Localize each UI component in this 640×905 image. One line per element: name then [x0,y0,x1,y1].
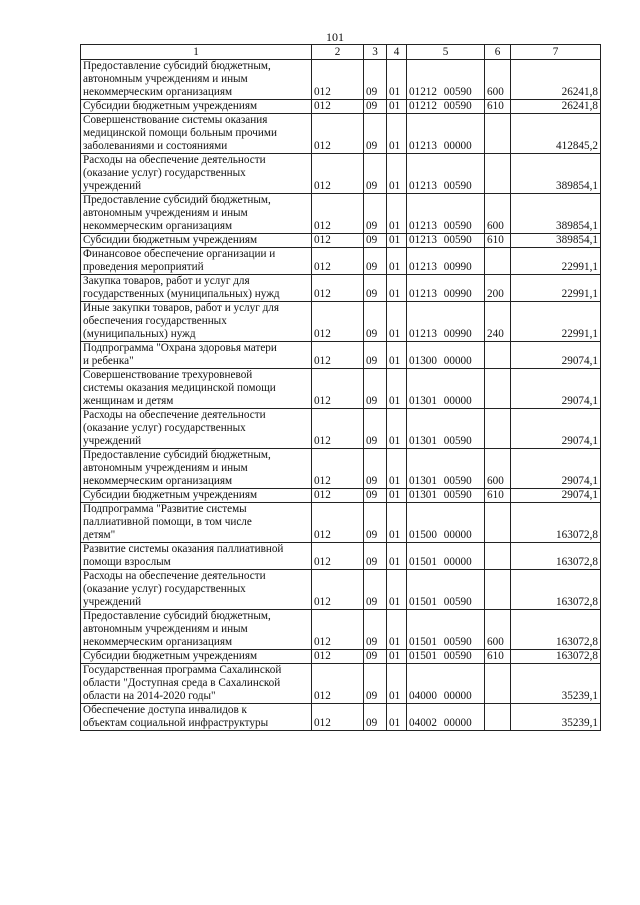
target-article-cell: 04000 00000 [407,664,485,704]
column-header: 5 [407,45,485,60]
expense-type-cell: 610 [485,234,511,248]
subsection-code-cell: 01 [387,650,407,664]
section-code-cell: 09 [364,342,387,369]
amount-cell: 412845,2 [511,114,601,154]
section-code-cell: 09 [364,489,387,503]
section-code-cell: 09 [364,248,387,275]
target-article-cell: 01501 00000 [407,543,485,570]
table-row [81,664,601,704]
table-row [81,234,601,248]
subsection-code-cell: 01 [387,275,407,302]
subsection-code-cell: 01 [387,342,407,369]
row-name-cell: Развитие системы оказания паллиативной помощи взрослым [81,543,312,570]
admin-code-cell: 012 [312,610,364,650]
admin-code-cell: 012 [312,100,364,114]
target-article-cell: 01301 00590 [407,449,485,489]
subsection-code-cell: 01 [387,503,407,543]
section-code-cell: 09 [364,409,387,449]
subsection-code-cell: 01 [387,248,407,275]
subsection-code-cell: 01 [387,409,407,449]
section-code-cell: 09 [364,610,387,650]
table-row [81,60,601,100]
subsection-code-cell: 01 [387,543,407,570]
admin-code-cell: 012 [312,570,364,610]
table-row [81,100,601,114]
table-row [81,194,601,234]
admin-code-cell: 012 [312,194,364,234]
table-row [81,248,601,275]
table-row [81,409,601,449]
amount-cell: 22991,1 [511,248,601,275]
table-row [81,543,601,570]
subsection-code-cell: 01 [387,449,407,489]
row-name-cell: Предоставление субсидий бюджетным, автономным учреждениям и иным некоммерческим организациям [81,610,312,650]
amount-cell: 163072,8 [511,503,601,543]
row-name-cell: Субсидии бюджетным учреждениям [81,489,312,503]
expense-type-cell: 600 [485,449,511,489]
column-header: 4 [387,45,407,60]
target-article-cell: 01301 00590 [407,489,485,503]
row-name-cell: Иные закупки товаров, работ и услуг для обеспечения государственных (муниципальных) нужд [81,302,312,342]
admin-code-cell: 012 [312,60,364,100]
target-article-cell: 01500 00000 [407,503,485,543]
admin-code-cell: 012 [312,342,364,369]
target-article-cell: 01212 00590 [407,100,485,114]
column-header: 2 [312,45,364,60]
column-header: 3 [364,45,387,60]
target-article-cell: 01213 00590 [407,194,485,234]
target-article-cell: 01501 00590 [407,610,485,650]
admin-code-cell: 012 [312,302,364,342]
target-article-cell: 01213 00590 [407,154,485,194]
admin-code-cell: 012 [312,248,364,275]
table-body [81,60,601,731]
amount-cell: 35239,1 [511,704,601,731]
subsection-code-cell: 01 [387,60,407,100]
column-number-row [81,45,601,60]
amount-cell: 163072,8 [511,610,601,650]
row-name-cell: Субсидии бюджетным учреждениям [81,100,312,114]
subsection-code-cell: 01 [387,302,407,342]
table-row [81,275,601,302]
admin-code-cell: 012 [312,503,364,543]
section-code-cell: 09 [364,194,387,234]
table-row [81,154,601,194]
target-article-cell: 01301 00000 [407,369,485,409]
amount-cell: 29074,1 [511,449,601,489]
row-name-cell: Подпрограмма "Развитие системы паллиативной помощи, в том числе детям" [81,503,312,543]
section-code-cell: 09 [364,60,387,100]
section-code-cell: 09 [364,543,387,570]
row-name-cell: Расходы на обеспечение деятельности (оказание услуг) государственных учреждений [81,570,312,610]
expense-type-cell: 600 [485,194,511,234]
row-name-cell: Субсидии бюджетным учреждениям [81,234,312,248]
admin-code-cell: 012 [312,409,364,449]
target-article-cell: 01300 00000 [407,342,485,369]
amount-cell: 29074,1 [511,489,601,503]
budget-table [80,44,601,731]
amount-cell: 389854,1 [511,154,601,194]
expense-type-cell [485,409,511,449]
target-article-cell: 01301 00590 [407,409,485,449]
expense-type-cell [485,114,511,154]
expense-type-cell: 610 [485,100,511,114]
admin-code-cell: 012 [312,275,364,302]
target-article-cell: 01213 00590 [407,234,485,248]
amount-cell: 26241,8 [511,60,601,100]
expense-type-cell: 600 [485,610,511,650]
section-code-cell: 09 [364,650,387,664]
subsection-code-cell: 01 [387,610,407,650]
admin-code-cell: 012 [312,369,364,409]
section-code-cell: 09 [364,100,387,114]
section-code-cell: 09 [364,369,387,409]
row-name-cell: Обеспечение доступа инвалидов к объектам социальной инфраструктуры [81,704,312,731]
admin-code-cell: 012 [312,664,364,704]
expense-type-cell [485,704,511,731]
subsection-code-cell: 01 [387,234,407,248]
expense-type-cell [485,369,511,409]
row-name-cell: Совершенствование системы оказания медицинской помощи больным прочими заболеваниями и состояниями [81,114,312,154]
table-row [81,302,601,342]
section-code-cell: 09 [364,449,387,489]
section-code-cell: 09 [364,234,387,248]
expense-type-cell: 600 [485,60,511,100]
row-name-cell: Подпрограмма "Охрана здоровья матери и ребенка" [81,342,312,369]
subsection-code-cell: 01 [387,570,407,610]
subsection-code-cell: 01 [387,114,407,154]
section-code-cell: 09 [364,704,387,731]
target-article-cell: 01213 00990 [407,275,485,302]
section-code-cell: 09 [364,302,387,342]
expense-type-cell [485,570,511,610]
target-article-cell: 01213 00990 [407,302,485,342]
admin-code-cell: 012 [312,704,364,731]
admin-code-cell: 012 [312,489,364,503]
section-code-cell: 09 [364,664,387,704]
section-code-cell: 09 [364,114,387,154]
column-header: 6 [485,45,511,60]
row-name-cell: Закупка товаров, работ и услуг для государственных (муниципальных) нужд [81,275,312,302]
subsection-code-cell: 01 [387,369,407,409]
row-name-cell: Государственная программа Сахалинской области "Доступная среда в Сахалинской области на 2014-2020 годы" [81,664,312,704]
subsection-code-cell: 01 [387,194,407,234]
expense-type-cell: 200 [485,275,511,302]
admin-code-cell: 012 [312,114,364,154]
admin-code-cell: 012 [312,650,364,664]
table-row [81,369,601,409]
subsection-code-cell: 01 [387,100,407,114]
expense-type-cell [485,543,511,570]
table-row [81,489,601,503]
amount-cell: 163072,8 [511,650,601,664]
expense-type-cell [485,154,511,194]
section-code-cell: 09 [364,275,387,302]
row-name-cell: Финансовое обеспечение организации и проведения мероприятий [81,248,312,275]
column-header: 7 [511,45,601,60]
amount-cell: 22991,1 [511,302,601,342]
table-row [81,449,601,489]
subsection-code-cell: 01 [387,664,407,704]
expense-type-cell: 240 [485,302,511,342]
table-row [81,114,601,154]
row-name-cell: Предоставление субсидий бюджетным, автономным учреждениям и иным некоммерческим организациям [81,60,312,100]
row-name-cell: Субсидии бюджетным учреждениям [81,650,312,664]
admin-code-cell: 012 [312,234,364,248]
admin-code-cell: 012 [312,154,364,194]
section-code-cell: 09 [364,570,387,610]
expense-type-cell [485,342,511,369]
table-row [81,342,601,369]
expense-type-cell: 610 [485,489,511,503]
column-header: 1 [81,45,312,60]
amount-cell: 389854,1 [511,194,601,234]
page-number: 101 [326,30,344,44]
amount-cell: 163072,8 [511,543,601,570]
row-name-cell: Совершенствование трехуровневой системы оказания медицинской помощи женщинам и детям [81,369,312,409]
subsection-code-cell: 01 [387,154,407,194]
amount-cell: 29074,1 [511,409,601,449]
amount-cell: 22991,1 [511,275,601,302]
amount-cell: 29074,1 [511,369,601,409]
expense-type-cell [485,664,511,704]
expense-type-cell [485,503,511,543]
table-row [81,503,601,543]
subsection-code-cell: 01 [387,489,407,503]
section-code-cell: 09 [364,154,387,194]
table-row [81,650,601,664]
section-code-cell: 09 [364,503,387,543]
amount-cell: 29074,1 [511,342,601,369]
amount-cell: 35239,1 [511,664,601,704]
row-name-cell: Предоставление субсидий бюджетным, автономным учреждениям и иным некоммерческим организациям [81,449,312,489]
row-name-cell: Расходы на обеспечение деятельности (оказание услуг) государственных учреждений [81,409,312,449]
amount-cell: 26241,8 [511,100,601,114]
target-article-cell: 01212 00590 [407,60,485,100]
expense-type-cell [485,248,511,275]
target-article-cell: 01213 00990 [407,248,485,275]
admin-code-cell: 012 [312,449,364,489]
target-article-cell: 04002 00000 [407,704,485,731]
admin-code-cell: 012 [312,543,364,570]
target-article-cell: 01213 00000 [407,114,485,154]
row-name-cell: Предоставление субсидий бюджетным, автономным учреждениям и иным некоммерческим организациям [81,194,312,234]
expense-type-cell: 610 [485,650,511,664]
target-article-cell: 01501 00590 [407,650,485,664]
subsection-code-cell: 01 [387,704,407,731]
table-row [81,610,601,650]
row-name-cell: Расходы на обеспечение деятельности (оказание услуг) государственных учреждений [81,154,312,194]
amount-cell: 389854,1 [511,234,601,248]
target-article-cell: 01501 00590 [407,570,485,610]
amount-cell: 163072,8 [511,570,601,610]
table-row [81,570,601,610]
table-row [81,704,601,731]
